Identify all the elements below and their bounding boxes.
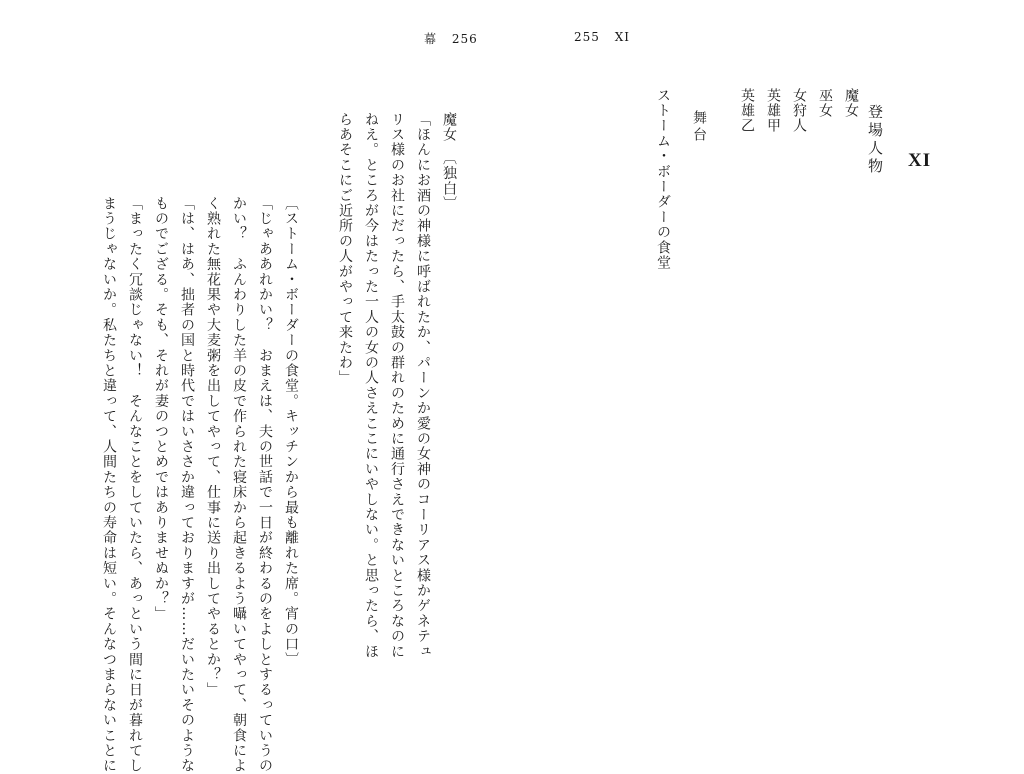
right-page-header xyxy=(574,30,640,44)
left-page-number: 256 xyxy=(451,32,478,46)
right-page-number: 255 xyxy=(574,30,600,44)
witch-monologue: 魔女 〔独白〕 「ほんにお酒の神様に呼ばれたか、パーンか愛の女神のコーリアス様かゲネテュ リス様のお社にだったら、手太鼓の群れのために通行さえできないところなのに ねえ。ところが今はたった一人の女の人さえここにいやしない。と思ったら、ほ らあそこにご近所の人がやって来たわ」 xyxy=(337,112,457,660)
dialogue-block: 〔ストーム・ボーダーの食堂。キッチンから最も離れた席。宵の口〕 「じゃああれかい？ おまえは、夫の世話で一日が終わるのをよしとするっていうの かい？ ふんわりした羊の皮で作られた寝床から起きるよう囁いてやって、朝食によ く熟れた無花果や大麦粥を出してやって、仕事に送り出してやるとか？」 「は、はあ、拙者の国と時代ではいささか違っておりますが……だいたいそのような ものでござる。そも、それが妻のつとめではありませぬか？」 「まったく冗談じゃない！ そんなことをしていたら、あっという間に日が暮れてし まうじゃないか。私たちと違って、人間たちの寿命は短い。そんなつまらないことに xyxy=(101,196,299,774)
cast-title: 登場人物 xyxy=(866,104,884,176)
left-page-header xyxy=(424,30,488,47)
left-header-title: 幕 xyxy=(424,32,438,46)
stage-description: ストーム・ボーダーの食堂 xyxy=(655,88,671,271)
chapter-heading: XI xyxy=(908,150,932,171)
stage-label: 舞台 xyxy=(691,110,707,144)
right-header-title: XI xyxy=(614,30,631,44)
cast-list: 魔女 巫女 女狩人 英雄甲 英雄乙 xyxy=(739,88,859,134)
